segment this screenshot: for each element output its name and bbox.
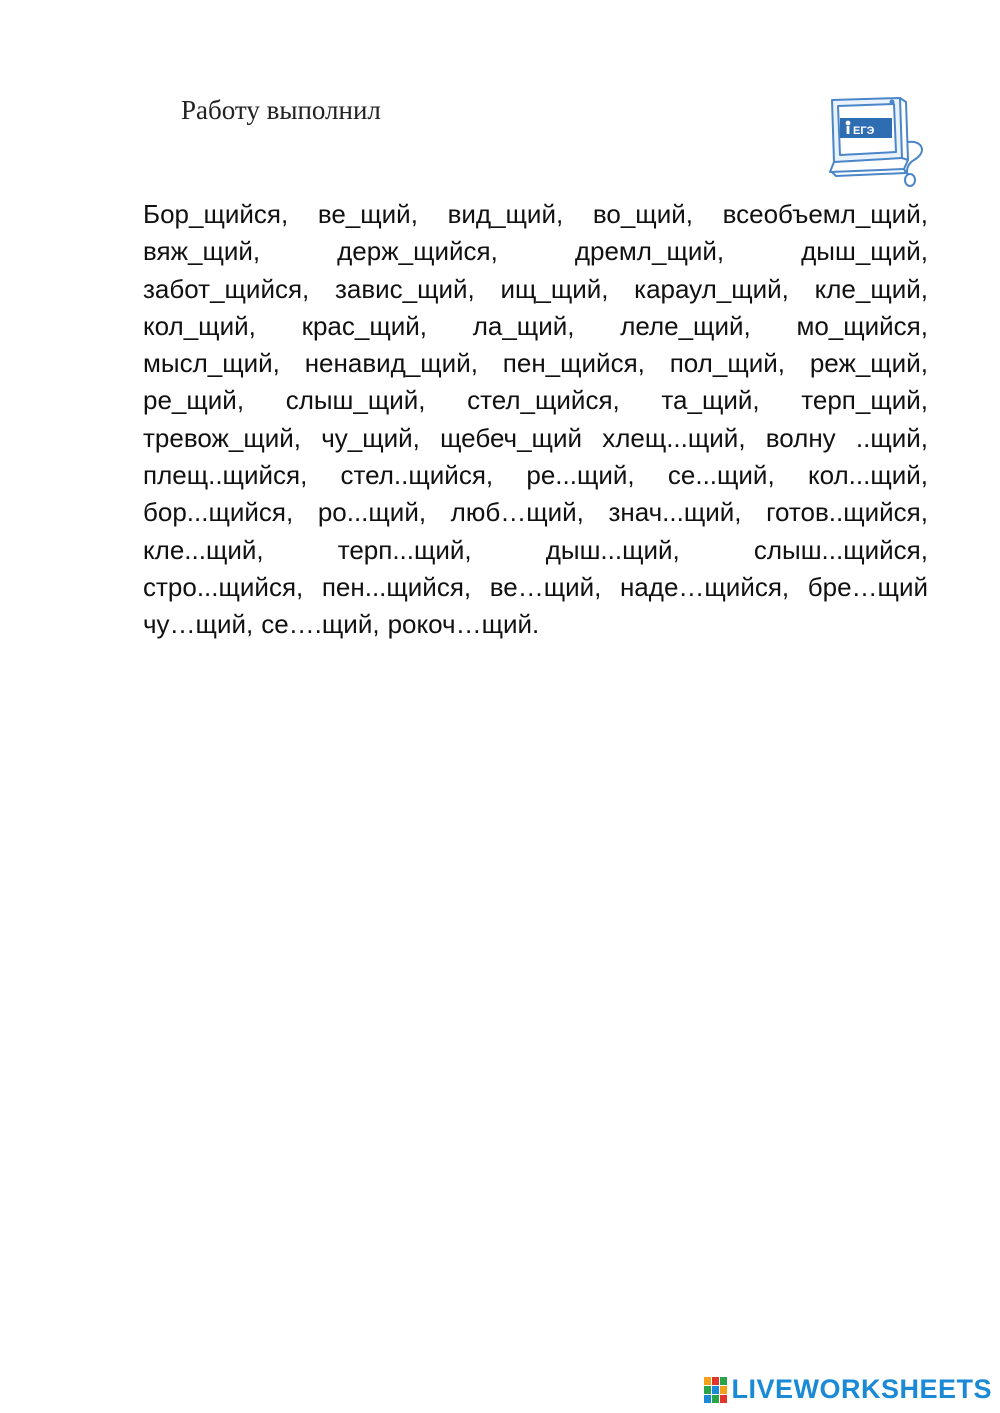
word: бор...щийся, bbox=[143, 497, 294, 528]
word: рокоч…щий. bbox=[387, 609, 540, 640]
word: кле_щий, bbox=[814, 273, 928, 304]
word: терп...щий, bbox=[337, 534, 472, 565]
word: ро...щий, bbox=[317, 497, 427, 528]
word: слыш_щий, bbox=[285, 385, 426, 416]
word: пен_щийся, bbox=[502, 348, 645, 379]
word: стел_щийся, bbox=[467, 385, 620, 416]
word: мо_щийся, bbox=[796, 310, 928, 341]
word: кол...щий, bbox=[807, 460, 928, 491]
exercise-line bbox=[143, 569, 928, 606]
word: стел..щийся, bbox=[340, 460, 494, 491]
word: крас_щий, bbox=[301, 310, 427, 341]
svg-text:ЕГЭ: ЕГЭ bbox=[853, 125, 875, 137]
word: пен...щийся, bbox=[321, 571, 472, 602]
word: знач...щий, bbox=[608, 497, 742, 528]
word: та_щий, bbox=[661, 385, 760, 416]
word: караул_щий, bbox=[634, 273, 789, 304]
exercise-line bbox=[143, 420, 928, 457]
exercise-line bbox=[143, 308, 928, 345]
exercise-line bbox=[143, 606, 928, 643]
word: вид_щий, bbox=[447, 199, 564, 229]
word: мысл_щий, bbox=[143, 348, 280, 379]
word: ве…щий, bbox=[489, 571, 602, 602]
liveworksheets-wordmark: LIVEWORKSHEETS bbox=[731, 1374, 992, 1404]
word: кол_щий, bbox=[143, 310, 256, 341]
word: готов..щийся, bbox=[766, 497, 928, 528]
word: вяж_щий, bbox=[143, 236, 261, 267]
word: слыш...щийся, bbox=[753, 534, 928, 565]
exercise-line bbox=[143, 345, 928, 382]
exercise-line bbox=[143, 233, 928, 270]
word: пол_щий, bbox=[669, 348, 785, 379]
liveworksheets-brand[interactable] bbox=[703, 1374, 992, 1405]
word: ла_щий, bbox=[472, 310, 575, 341]
word: терп_щий, bbox=[801, 385, 928, 416]
word: люб…щий, bbox=[450, 497, 584, 528]
exercise-line bbox=[143, 271, 928, 308]
exercise-line bbox=[143, 196, 928, 233]
word: держ_щийся, bbox=[337, 236, 498, 267]
word: ненавид_щий, bbox=[304, 348, 478, 379]
word: волну bbox=[765, 422, 836, 453]
exercise-line bbox=[143, 494, 928, 531]
word: забот_щийся, bbox=[143, 273, 310, 304]
word: чу…щий, bbox=[143, 609, 254, 640]
ege-computer-logo-icon bbox=[826, 94, 930, 188]
word: дремл_щий, bbox=[574, 236, 725, 267]
word: ..щий, bbox=[855, 422, 928, 453]
exercise-line bbox=[143, 457, 928, 494]
word: завис_щий, bbox=[334, 273, 475, 304]
word: ре_щий, bbox=[143, 385, 245, 416]
header-caption: Работу выполнил bbox=[181, 95, 381, 125]
exercise-line bbox=[143, 382, 928, 419]
word: плещ..щийся, bbox=[143, 460, 308, 491]
word: наде…щийся, bbox=[619, 571, 790, 602]
word: дыш_щий, bbox=[801, 236, 928, 267]
word: кле...щий, bbox=[143, 534, 264, 565]
word: стро...щийся, bbox=[143, 571, 304, 602]
word: всеобъемл_щий, bbox=[722, 199, 928, 229]
word: се...щий, bbox=[667, 460, 775, 491]
word: чу_щий, bbox=[321, 422, 420, 453]
liveworksheets-logo-icon bbox=[703, 1376, 729, 1404]
exercise-text bbox=[143, 196, 928, 644]
word: леле_щий, bbox=[620, 310, 751, 341]
word: ве_щий, bbox=[317, 199, 418, 229]
word: ищ_щий, bbox=[500, 273, 609, 304]
word: ре...щий, bbox=[526, 460, 635, 491]
word: реж_щий, bbox=[809, 348, 928, 379]
word: щебеч_щий bbox=[440, 422, 582, 453]
word: бре…щий bbox=[807, 571, 928, 602]
word: се….щий, bbox=[261, 609, 380, 640]
word: тревож_щий, bbox=[143, 422, 302, 453]
word: дыш...щий, bbox=[545, 534, 680, 565]
exercise-line bbox=[143, 532, 928, 569]
word: хлещ...щий, bbox=[602, 422, 746, 453]
word: Бор_щийся, bbox=[143, 199, 289, 229]
word: во_щий, bbox=[592, 199, 693, 229]
